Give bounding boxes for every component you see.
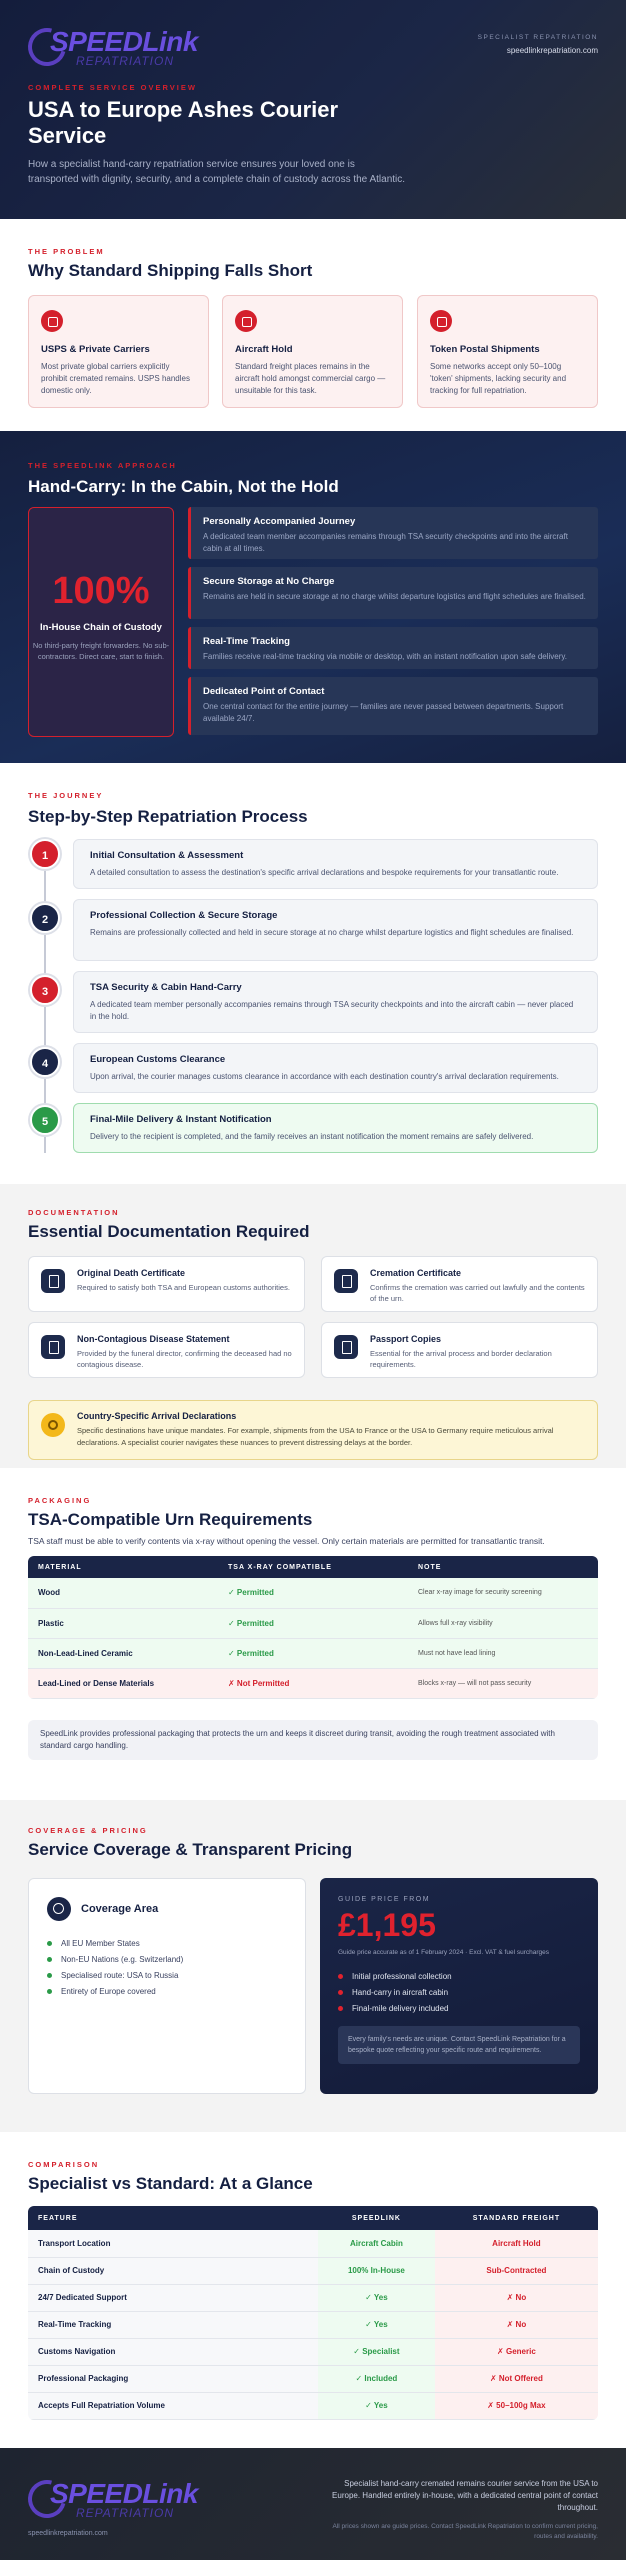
step-title: Initial Consultation & Assessment bbox=[90, 850, 244, 861]
step-number: 4 bbox=[30, 1047, 60, 1077]
table-header: MATERIAL bbox=[28, 1556, 218, 1578]
problem-section bbox=[0, 219, 626, 431]
table-header: NOTE bbox=[408, 1556, 598, 1578]
card-text: Standard freight places remains in the aircraft hold amongst commercial cargo — unsuitable for this task. bbox=[235, 362, 386, 395]
step-text: A dedicated team member personally accompanies remains through TSA security checkpoints and into the aircraft cabin — never placed in the hold. bbox=[90, 1000, 574, 1021]
material-cell: Wood bbox=[28, 1578, 218, 1608]
problem-card bbox=[417, 295, 598, 408]
feature-row bbox=[188, 627, 598, 669]
brand-logo[interactable] bbox=[28, 24, 238, 70]
footer-disclaimer: All prices shown are guide prices. Contact SpeedLink Repatriation to confirm current pricing, routes and availability. bbox=[332, 2523, 598, 2540]
comparison-table bbox=[28, 2206, 598, 2420]
feature-text: One central contact for the entire journey — families are never passed between departments. Support available 24/7. bbox=[203, 702, 564, 723]
feature-cell: Professional Packaging bbox=[28, 2365, 318, 2392]
certificate-icon bbox=[334, 1269, 358, 1293]
status-cell: ✗ Not Permitted bbox=[218, 1668, 408, 1698]
doc-text: Provided by the funeral director, confirming the deceased had no contagious disease. bbox=[77, 1349, 292, 1369]
step-text: A detailed consultation to assess the destination's specific arrival declarations and bespoke requirements for your transatlantic route. bbox=[90, 868, 559, 877]
documentation-section bbox=[0, 1184, 626, 1468]
process-step bbox=[73, 899, 598, 961]
feature-cell: 24/7 Dedicated Support bbox=[28, 2284, 318, 2311]
packaging-intro: TSA staff must be able to verify contents via x-ray without opening the vessel. Only certain materials are permitted for transatlantic transit. bbox=[28, 1536, 545, 1546]
status-cell: ✓ Permitted bbox=[218, 1608, 408, 1638]
logo-wordmark: SPEEDLink bbox=[50, 2478, 198, 2509]
table-row bbox=[28, 2365, 598, 2392]
price-includes-list bbox=[338, 1968, 580, 2016]
speedlink-cell: ✓ Yes bbox=[318, 2392, 435, 2419]
warning-icon bbox=[41, 1413, 65, 1437]
step-title: European Customs Clearance bbox=[90, 1054, 226, 1065]
table-row bbox=[28, 2257, 598, 2284]
footer-logo[interactable] bbox=[28, 2476, 238, 2522]
table-header: SPEEDLINK bbox=[318, 2206, 435, 2230]
quote-note: Every family's needs are unique. Contact SpeedLink Repatriation for a bespoke quote reflecting your specific route and requirements. bbox=[338, 2026, 580, 2064]
footer-site-link[interactable]: speedlinkrepatriation.com bbox=[28, 2530, 108, 2537]
arrival-declaration-notice bbox=[28, 1400, 598, 1460]
status-cell: ✓ Permitted bbox=[218, 1638, 408, 1668]
custody-label: In-House Chain of Custody bbox=[40, 622, 162, 633]
table-row bbox=[28, 2338, 598, 2365]
feature-text: Remains are held in secure storage at no charge whilst departure logistics and flight schedules are finalised. bbox=[203, 592, 586, 601]
logo-wordmark: SPEEDLink bbox=[50, 26, 198, 57]
hero-site-link[interactable]: speedlinkrepatriation.com bbox=[506, 46, 598, 55]
coverage-card bbox=[28, 1878, 306, 2094]
speedlink-cell: ✓ Specialist bbox=[318, 2338, 435, 2365]
speedlink-cell: ✓ Yes bbox=[318, 2311, 435, 2338]
list-item: Specialised route: USA to Russia bbox=[47, 1967, 287, 1983]
journey-section bbox=[0, 763, 626, 1184]
card-title: Token Postal Shipments bbox=[430, 344, 540, 355]
footer-section bbox=[0, 2448, 626, 2560]
prohibited-icon bbox=[41, 310, 63, 332]
doc-title: Passport Copies bbox=[370, 1334, 442, 1344]
note-cell: Clear x-ray image for security screening bbox=[408, 1578, 598, 1608]
standard-cell: ✗ Generic bbox=[435, 2338, 598, 2365]
feature-cell: Transport Location bbox=[28, 2230, 318, 2257]
speedlink-cell: 100% In-House bbox=[318, 2257, 435, 2284]
card-title: USPS & Private Carriers bbox=[41, 344, 150, 355]
section-eyebrow: COMPARISON bbox=[28, 2160, 100, 2169]
document-icon bbox=[430, 310, 452, 332]
price-label: GUIDE PRICE FROM bbox=[338, 1896, 431, 1903]
problem-card bbox=[222, 295, 403, 408]
passport-icon bbox=[334, 1335, 358, 1359]
coverage-title: Coverage Area bbox=[81, 1903, 159, 1915]
page-title: USA to Europe Ashes Courier Service bbox=[28, 97, 339, 148]
speedlink-cell: ✓ Yes bbox=[318, 2284, 435, 2311]
section-title: Hand-Carry: In the Cabin, Not the Hold bbox=[28, 477, 339, 496]
step-title: Final-Mile Delivery & Instant Notification bbox=[90, 1114, 272, 1125]
footer-description: Specialist hand-carry cremated remains courier service from the USA to Europe. Handled entirely in-house, with a dedicated central point of contact throughout. bbox=[332, 2479, 598, 2512]
step-title: Professional Collection & Secure Storage bbox=[90, 910, 278, 921]
feature-text: Families receive real-time tracking via mobile or desktop, with an instant notification upon safe delivery. bbox=[203, 652, 568, 661]
standard-cell: Aircraft Hold bbox=[435, 2230, 598, 2257]
section-eyebrow: THE PROBLEM bbox=[28, 247, 105, 256]
doc-title: Non-Contagious Disease Statement bbox=[77, 1334, 230, 1344]
process-step bbox=[73, 1103, 598, 1153]
feature-cell: Chain of Custody bbox=[28, 2257, 318, 2284]
hero-section bbox=[0, 0, 626, 219]
standard-cell: ✗ Not Offered bbox=[435, 2365, 598, 2392]
process-step bbox=[73, 971, 598, 1033]
feature-cell: Customs Navigation bbox=[28, 2338, 318, 2365]
price-amount: £1,195 bbox=[338, 1907, 436, 1943]
speedlink-cell: ✓ Included bbox=[318, 2365, 435, 2392]
step-text: Delivery to the recipient is completed, and the family receives an instant notification the moment remains are safely delivered. bbox=[90, 1132, 534, 1141]
feature-row bbox=[188, 567, 598, 619]
list-item: Final-mile delivery included bbox=[338, 2000, 580, 2016]
section-title: Specialist vs Standard: At a Glance bbox=[28, 2174, 313, 2193]
step-number: 5 bbox=[30, 1105, 60, 1135]
card-text: Most private global carriers explicitly prohibit cremated remains. USPS handles domestic only. bbox=[41, 362, 190, 395]
table-row bbox=[28, 2392, 598, 2419]
notice-text: Specific destinations have unique mandates. For example, shipments from the USA to France or the USA to Germany require meticulous arrival declarations. A specialist courier navigates these nuances to prevent distressing delays at the border. bbox=[77, 1426, 554, 1447]
doc-text: Confirms the cremation was carried out lawfully and the contents of the urn. bbox=[370, 1283, 585, 1303]
table-row bbox=[28, 2284, 598, 2311]
section-eyebrow: COVERAGE & PRICING bbox=[28, 1826, 148, 1835]
standard-cell: ✗ No bbox=[435, 2284, 598, 2311]
material-cell: Lead-Lined or Dense Materials bbox=[28, 1668, 218, 1698]
custody-percentage: 100% bbox=[52, 570, 150, 612]
table-row bbox=[28, 1638, 598, 1668]
globe-icon bbox=[47, 1897, 71, 1921]
document-card bbox=[28, 1322, 305, 1378]
urn-material-table bbox=[28, 1556, 598, 1699]
card-text: Some networks accept only 50–100g 'token' shipments, lacking security and tracking for full repatriation. bbox=[430, 362, 567, 395]
list-item: Entirety of Europe covered bbox=[47, 1983, 287, 1999]
approach-section bbox=[0, 431, 626, 763]
document-card bbox=[321, 1322, 598, 1378]
section-title: TSA-Compatible Urn Requirements bbox=[28, 1510, 313, 1529]
card-title: Aircraft Hold bbox=[235, 344, 293, 355]
packaging-note: SpeedLink provides professional packaging that protects the urn and keeps it discreet during transit, avoiding the rough treatment associated with standard cargo handling. bbox=[28, 1720, 598, 1760]
section-eyebrow: DOCUMENTATION bbox=[28, 1208, 120, 1217]
doc-text: Required to satisfy both TSA and European customs authorities. bbox=[77, 1283, 290, 1292]
feature-text: A dedicated team member accompanies remains through TSA security checkpoints and into the aircraft cabin at all times. bbox=[203, 532, 568, 553]
comparison-section bbox=[0, 2132, 626, 2448]
feature-cell: Real-Time Tracking bbox=[28, 2311, 318, 2338]
feature-row bbox=[188, 677, 598, 735]
section-eyebrow: PACKAGING bbox=[28, 1496, 92, 1505]
note-cell: Must not have lead lining bbox=[408, 1638, 598, 1668]
table-row bbox=[28, 1578, 598, 1608]
standard-cell: ✗ No bbox=[435, 2311, 598, 2338]
table-row bbox=[28, 2311, 598, 2338]
price-disclaimer: Guide price accurate as of 1 February 2024 · Excl. VAT & fuel surcharges bbox=[338, 1949, 549, 1956]
step-text: Upon arrival, the courier manages customs clearance in accordance with each destination country's arrival declaration requirements. bbox=[90, 1072, 559, 1081]
logo-subtitle: REPATRIATION bbox=[76, 2506, 175, 2520]
section-title: Essential Documentation Required bbox=[28, 1222, 310, 1241]
coverage-list bbox=[47, 1935, 287, 1999]
process-step bbox=[73, 839, 598, 889]
notice-title: Country-Specific Arrival Declarations bbox=[77, 1411, 237, 1421]
feature-title: Personally Accompanied Journey bbox=[203, 516, 356, 527]
material-cell: Non-Lead-Lined Ceramic bbox=[28, 1638, 218, 1668]
check-document-icon bbox=[41, 1335, 65, 1359]
table-header: TSA X-RAY COMPATIBLE bbox=[218, 1556, 408, 1578]
hero-description: How a specialist hand-carry repatriation service ensures your loved one is transported with dignity, security, and a complete chain of custody across the Atlantic. bbox=[28, 159, 406, 185]
box-icon bbox=[235, 310, 257, 332]
feature-title: Real-Time Tracking bbox=[203, 636, 290, 647]
speedlink-cell: Aircraft Cabin bbox=[318, 2230, 435, 2257]
certificate-icon bbox=[41, 1269, 65, 1293]
table-row bbox=[28, 2230, 598, 2257]
document-card bbox=[28, 1256, 305, 1312]
step-text: Remains are professionally collected and held in secure storage at no charge whilst departure logistics and flight schedules are finalised. bbox=[90, 928, 574, 937]
step-title: TSA Security & Cabin Hand-Carry bbox=[90, 982, 242, 993]
section-title: Service Coverage & Transparent Pricing bbox=[28, 1840, 353, 1859]
step-number: 3 bbox=[30, 975, 60, 1005]
doc-title: Cremation Certificate bbox=[370, 1268, 462, 1278]
hero-eyebrow: COMPLETE SERVICE OVERVIEW bbox=[28, 83, 197, 92]
section-eyebrow: THE SPEEDLINK APPROACH bbox=[28, 461, 177, 470]
list-item: Non-EU Nations (e.g. Switzerland) bbox=[47, 1951, 287, 1967]
feature-row bbox=[188, 507, 598, 559]
section-title: Step-by-Step Repatriation Process bbox=[28, 807, 308, 826]
hero-tag: SPECIALIST REPATRIATION bbox=[477, 34, 598, 41]
standard-cell: Sub-Contracted bbox=[435, 2257, 598, 2284]
status-cell: ✓ Permitted bbox=[218, 1578, 408, 1608]
table-row bbox=[28, 1608, 598, 1638]
list-item: Initial professional collection bbox=[338, 1968, 580, 1984]
standard-cell: ✗ 50–100g Max bbox=[435, 2392, 598, 2419]
doc-text: Essential for the arrival process and border declaration requirements. bbox=[370, 1349, 552, 1369]
list-item: Hand-carry in aircraft cabin bbox=[338, 1984, 580, 2000]
note-cell: Allows full x-ray visibility bbox=[408, 1608, 598, 1638]
table-header: STANDARD FREIGHT bbox=[435, 2206, 598, 2230]
problem-card bbox=[28, 295, 209, 408]
note-cell: Blocks x-ray — will not pass security bbox=[408, 1668, 598, 1698]
document-card bbox=[321, 1256, 598, 1312]
step-number: 2 bbox=[30, 903, 60, 933]
material-cell: Plastic bbox=[28, 1608, 218, 1638]
feature-title: Dedicated Point of Contact bbox=[203, 686, 325, 697]
table-header: FEATURE bbox=[28, 2206, 318, 2230]
pricing-card bbox=[320, 1878, 598, 2094]
section-eyebrow: THE JOURNEY bbox=[28, 791, 104, 800]
logo-subtitle: REPATRIATION bbox=[76, 54, 175, 68]
custody-sub: No third-party freight forwarders. No sub-contractors. Direct care, start to finish. bbox=[32, 641, 170, 661]
list-item: All EU Member States bbox=[47, 1935, 287, 1951]
feature-title: Secure Storage at No Charge bbox=[203, 576, 335, 587]
custody-stat-card bbox=[28, 507, 174, 737]
table-row bbox=[28, 1668, 598, 1698]
doc-title: Original Death Certificate bbox=[77, 1268, 186, 1278]
feature-cell: Accepts Full Repatriation Volume bbox=[28, 2392, 318, 2419]
packaging-section bbox=[0, 1468, 626, 1800]
section-title: Why Standard Shipping Falls Short bbox=[28, 261, 313, 280]
coverage-section bbox=[0, 1800, 626, 2132]
process-step bbox=[73, 1043, 598, 1093]
step-number: 1 bbox=[30, 839, 60, 869]
